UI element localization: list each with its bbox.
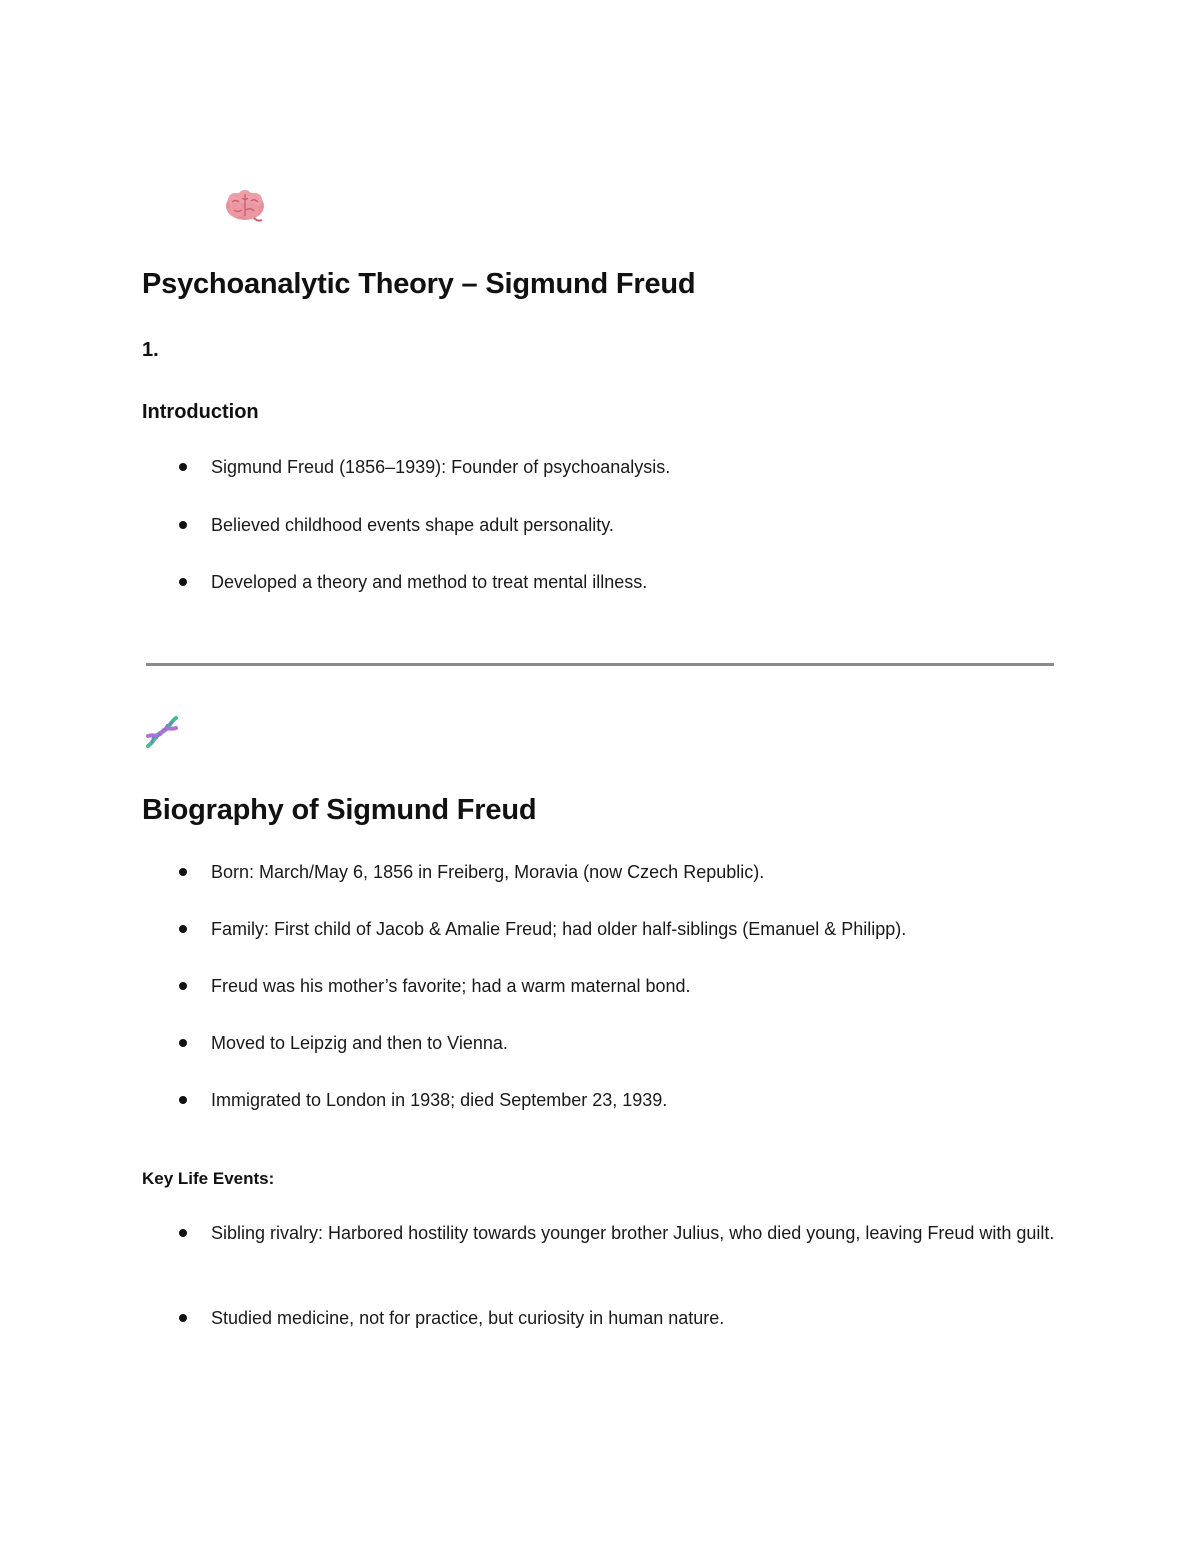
section-number: 1. xyxy=(142,339,159,361)
brain-icon xyxy=(224,188,266,224)
bullet-dot xyxy=(179,925,187,933)
list-item: Moved to Leipzig and then to Vienna. xyxy=(211,1029,508,1057)
bullet-dot xyxy=(179,1096,187,1104)
bullet-dot xyxy=(179,868,187,876)
list-item: Immigrated to London in 1938; died September 23, 1939. xyxy=(211,1086,667,1114)
dna-icon xyxy=(142,712,182,752)
list-item: Sibling rivalry: Harbored hostility towards younger brother Julius, who died young, leaving Freud with guilt. xyxy=(211,1219,1061,1247)
bullet-dot xyxy=(179,982,187,990)
key-events-heading: Key Life Events: xyxy=(142,1169,275,1188)
list-item: Family: First child of Jacob & Amalie Freud; had older half-siblings (Emanuel & Philipp). xyxy=(211,915,906,943)
bullet-dot xyxy=(179,463,187,471)
list-item: Born: March/May 6, 1856 in Freiberg, Moravia (now Czech Republic). xyxy=(211,858,764,886)
page-title: Psychoanalytic Theory – Sigmund Freud xyxy=(142,268,696,300)
list-item: Freud was his mother’s favorite; had a warm maternal bond. xyxy=(211,972,691,1000)
list-item: Studied medicine, not for practice, but curiosity in human nature. xyxy=(211,1304,724,1332)
horizontal-divider xyxy=(146,663,1054,666)
bullet-dot xyxy=(179,1229,187,1237)
biography-title: Biography of Sigmund Freud xyxy=(142,794,537,826)
intro-heading: Introduction xyxy=(142,401,259,423)
bullet-dot xyxy=(179,1039,187,1047)
list-item: Believed childhood events shape adult personality. xyxy=(211,511,614,539)
list-item: Developed a theory and method to treat mental illness. xyxy=(211,568,647,596)
bullet-dot xyxy=(179,1314,187,1322)
bullet-dot xyxy=(179,521,187,529)
list-item: Sigmund Freud (1856–1939): Founder of psychoanalysis. xyxy=(211,453,670,481)
bullet-dot xyxy=(179,578,187,586)
